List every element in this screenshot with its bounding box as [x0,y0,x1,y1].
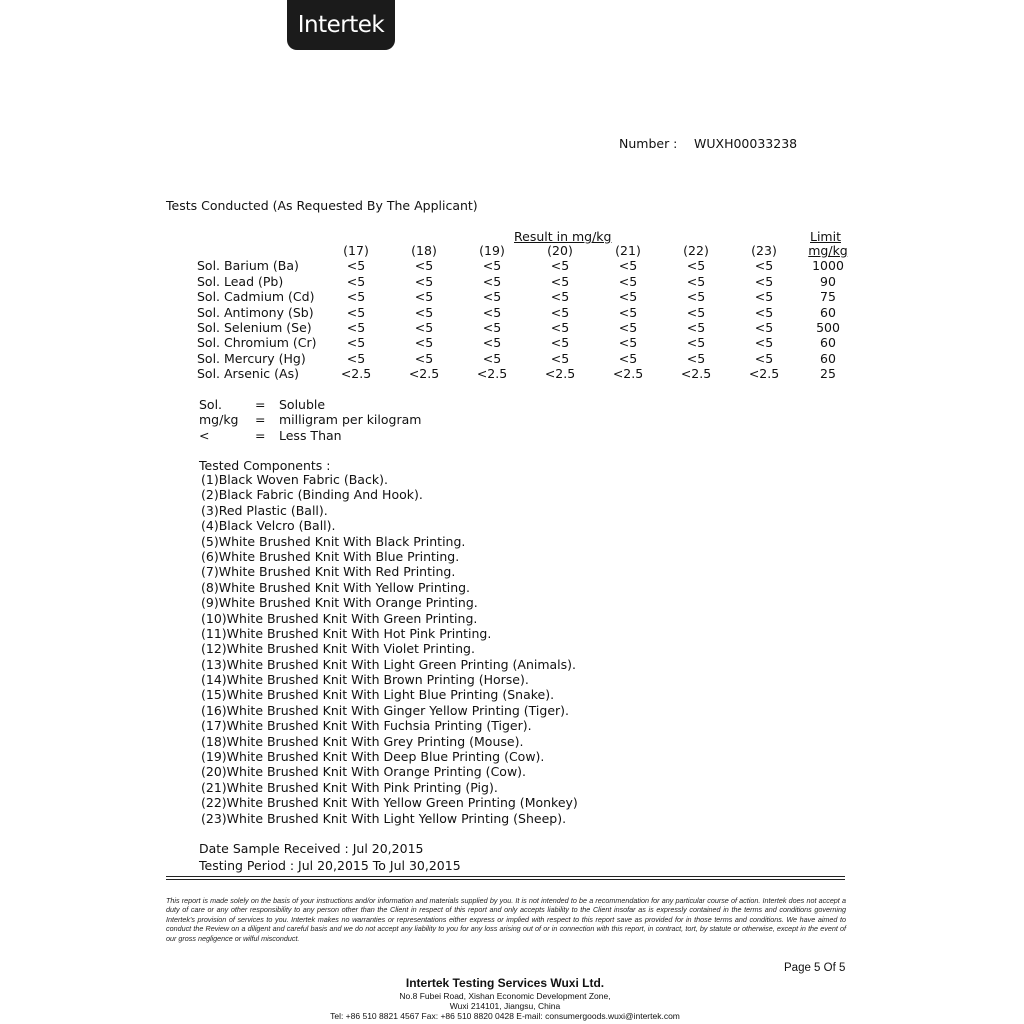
result-cell: <5 [482,304,502,320]
tested-components-title: Tested Components : [199,458,331,473]
result-cell: <5 [686,273,706,289]
column-header: (18) [411,243,437,258]
analyte-name: Sol. Chromium (Cr) [197,335,317,351]
limit-cell: 500 [816,320,840,336]
component-item: (4)Black Velcro (Ball). [201,518,336,534]
table-row [197,258,858,273]
abbreviation-row [199,397,421,412]
component-item: (5)White Brushed Knit With Black Printing. [201,533,466,549]
component-item: (7)White Brushed Knit With Red Printing. [201,564,456,580]
result-cell: <5 [754,273,774,289]
limit-cell: 25 [820,366,836,382]
result-cell: <5 [414,304,434,320]
result-cell: <5 [686,350,706,366]
component-item: (19)White Brushed Knit With Deep Blue Printing (Cow). [201,749,545,765]
component-item: (1)Black Woven Fabric (Back). [201,472,388,487]
abbreviation-meaning: milligram per kilogram [279,412,422,428]
component-item: (10)White Brushed Knit With Green Printing. [201,610,478,626]
result-cell: <5 [482,320,502,336]
date-sample-received: Date Sample Received : Jul 20,2015 [199,841,424,856]
analyte-name: Sol. Barium (Ba) [197,258,299,274]
result-cell: <5 [346,273,366,289]
header-blank [197,243,322,258]
component-item: (3)Red Plastic (Ball). [201,502,328,518]
result-cell: <5 [618,289,638,305]
result-cell: <5 [482,335,502,351]
limit-cell: 60 [820,335,836,351]
table-row [197,289,858,304]
analyte-name: Sol. Antimony (Sb) [197,304,314,320]
legal-disclaimer: This report is made solely on the basis of your instructions and/or information and materials supplied by you. It is not intended to be a recommendation for any particular course of action. Intertek does not accept a duty of care or any other responsibility to any person other than the Client in respect of this report and only accepts liability to the Client insofar as is expressly contained in the terms and conditions governing Intertek's provision of services to you. Intertek makes no warranties or representations either express or implied with respect to this report save as provided for in those terms and conditions. We have aimed to conduct the Review on a diligent and careful basis and we do not accept any liability to you for any loss arising out of or in connection with this report, in contract, tort, by statute or otherwise, except in the event of our gross negligence or wilful misconduct. [166,896,846,943]
result-cell: <5 [686,304,706,320]
result-cell: <5 [550,304,570,320]
component-item: (6)White Brushed Knit With Blue Printing. [201,548,460,564]
result-cell: <5 [754,335,774,351]
footer-divider-top [166,876,845,877]
company-address-line1: No.8 Fubei Road, Xishan Economic Development Zone, [399,991,611,1001]
table-row [197,366,858,381]
result-cell: <5 [482,258,502,274]
limit-unit-header: mg/kg [808,243,848,258]
result-cell: <2.5 [748,366,780,382]
results-table [197,243,858,382]
abbreviation-equals: = [255,412,266,428]
abbreviation-key: mg/kg [199,412,239,428]
column-header: (17) [343,243,369,258]
result-cell: <5 [686,289,706,305]
result-cell: <5 [414,258,434,274]
result-cell: <5 [550,350,570,366]
result-cell: <5 [414,289,434,305]
result-cell: <5 [482,289,502,305]
limit-cell: 1000 [812,258,844,274]
limit-cell: 75 [820,289,836,305]
company-address-line2: Wuxi 214101, Jiangsu, China [449,1001,561,1011]
column-header: (20) [547,243,573,258]
limit-cell: 60 [820,304,836,320]
result-cell: <5 [618,258,638,274]
company-contact: Tel: +86 510 8821 4567 Fax: +86 510 8820 0428 E-mail: consumergoods.wuxi@intertek.com [330,1011,680,1021]
result-cell: <5 [482,273,502,289]
result-cell: <5 [346,289,366,305]
component-item: (23)White Brushed Knit With Light Yellow Printing (Sheep). [201,810,567,826]
component-item: (12)White Brushed Knit With Violet Printing. [201,641,475,657]
result-cell: <5 [618,320,638,336]
result-cell: <5 [550,335,570,351]
component-item: (2)Black Fabric (Binding And Hook). [201,487,423,503]
result-cell: <5 [346,335,366,351]
result-cell: <5 [686,320,706,336]
report-number-label: Number : [619,136,678,151]
result-cell: <5 [754,304,774,320]
table-header-row [197,243,858,258]
analyte-name: Sol. Selenium (Se) [197,320,312,336]
result-cell: <5 [414,273,434,289]
result-cell: <5 [482,350,502,366]
component-item: (9)White Brushed Knit With Orange Printing. [201,595,478,611]
column-header: (19) [479,243,505,258]
result-unit-header: Result in mg/kg [514,229,612,244]
result-cell: <5 [346,258,366,274]
table-row [197,274,858,289]
result-cell: <5 [686,258,706,274]
result-cell: <5 [550,273,570,289]
abbreviation-key: < [199,427,210,443]
table-row [197,305,858,320]
result-cell: <5 [550,289,570,305]
result-cell: <5 [754,289,774,305]
result-cell: <5 [754,320,774,336]
component-item: (22)White Brushed Knit With Yellow Green Printing (Monkey) [201,795,578,811]
component-item: (18)White Brushed Knit With Grey Printing (Mouse). [201,733,524,749]
result-cell: <5 [346,350,366,366]
abbreviations-legend [199,397,421,443]
result-cell: <5 [346,304,366,320]
result-cell: <5 [618,350,638,366]
column-header: (23) [751,243,777,258]
result-cell: <2.5 [476,366,508,382]
limit-cell: 60 [820,350,836,366]
result-cell: <2.5 [340,366,372,382]
result-cell: <5 [618,304,638,320]
abbreviation-meaning: Less Than [279,427,342,443]
abbreviation-key: Sol. [199,397,223,412]
testing-period: Testing Period : Jul 20,2015 To Jul 30,2015 [199,858,461,873]
analyte-name: Sol. Lead (Pb) [197,273,284,289]
result-cell: <5 [618,273,638,289]
abbreviation-meaning: Soluble [279,397,326,412]
result-cell: <5 [686,335,706,351]
component-item: (21)White Brushed Knit With Pink Printing (Pig). [201,779,498,795]
tests-conducted-title: Tests Conducted (As Requested By The Applicant) [166,198,478,213]
result-cell: <2.5 [680,366,712,382]
result-cell: <5 [414,320,434,336]
component-item: (14)White Brushed Knit With Brown Printing (Horse). [201,672,529,688]
result-cell: <5 [550,320,570,336]
table-row [197,351,858,366]
result-cell: <5 [754,258,774,274]
result-cell: <5 [414,350,434,366]
result-cell: <2.5 [544,366,576,382]
page-number: Page 5 Of 5 [784,962,846,974]
component-item: (13)White Brushed Knit With Light Green Printing (Animals). [201,656,577,672]
result-cell: <5 [550,258,570,274]
result-cell: <5 [346,320,366,336]
result-cell: <5 [414,335,434,351]
abbreviation-equals: = [255,427,266,443]
component-item: (16)White Brushed Knit With Ginger Yellow Printing (Tiger). [201,702,570,718]
result-cell: <2.5 [612,366,644,382]
component-item: (11)White Brushed Knit With Hot Pink Printing. [201,625,492,641]
column-header: (21) [615,243,641,258]
component-item: (17)White Brushed Knit With Fuchsia Printing (Tiger). [201,718,532,734]
table-row [197,320,858,335]
component-item: (8)White Brushed Knit With Yellow Printing. [201,579,471,595]
analyte-name: Sol. Cadmium (Cd) [197,289,315,305]
analyte-name: Sol. Mercury (Hg) [197,350,306,366]
result-cell: <2.5 [408,366,440,382]
table-row [197,335,858,350]
abbreviation-row [199,428,421,443]
abbreviation-row [199,412,421,427]
column-header: (22) [683,243,709,258]
report-number-value: WUXH00033238 [694,136,798,151]
abbreviation-equals: = [255,397,266,412]
footer-divider-bottom [166,879,845,880]
limit-header: Limit [810,229,841,244]
result-cell: <5 [618,335,638,351]
component-item: (20)White Brushed Knit With Orange Printing (Cow). [201,764,527,780]
company-name: Intertek Testing Services Wuxi Ltd. [405,976,605,990]
limit-cell: 90 [820,273,836,289]
result-cell: <5 [754,350,774,366]
intertek-logo: Intertek [287,0,395,50]
tested-components-list [201,472,578,826]
analyte-name: Sol. Arsenic (As) [197,366,299,382]
component-item: (15)White Brushed Knit With Light Blue Printing (Snake). [201,687,555,703]
